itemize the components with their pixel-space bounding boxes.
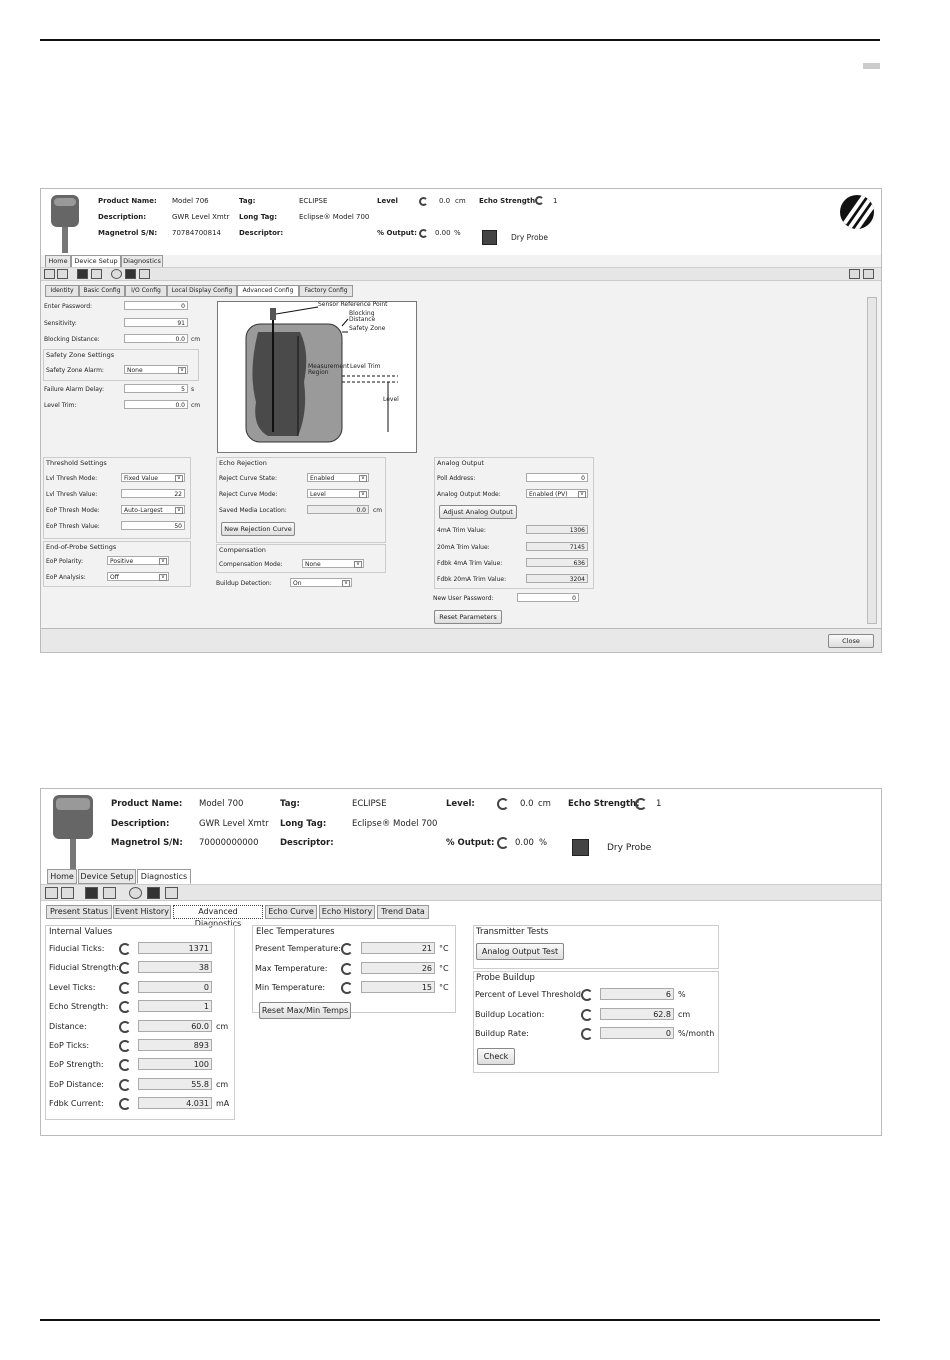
- tab-io-config[interactable]: I/O Config: [125, 285, 167, 297]
- wizard-icon[interactable]: [111, 269, 122, 279]
- row-label: Fdbk Current:: [49, 1099, 104, 1109]
- value-field: 893: [138, 1039, 212, 1051]
- value-field: 21: [361, 942, 435, 954]
- serial-value: 70784700814: [172, 229, 221, 237]
- tank-diagram-graphic: [218, 302, 416, 452]
- row-label: Echo Strength:: [49, 1002, 109, 1012]
- enter-password-label: Enter Password:: [44, 303, 93, 310]
- serial-label: Magnetrol S/N:: [98, 229, 158, 237]
- output-unit: %: [539, 838, 548, 848]
- row-label: Fiducial Strength:: [49, 963, 119, 973]
- row-label: Present Temperature:: [255, 944, 341, 953]
- eop-thresh-mode-select[interactable]: Auto-Largest v: [121, 505, 185, 514]
- tab-event-history[interactable]: Event History: [113, 905, 171, 919]
- transmitter-image: [51, 195, 79, 227]
- row-label: Distance:: [49, 1021, 87, 1031]
- trim-4ma-label: 4mA Trim Value:: [437, 527, 486, 534]
- eop-polarity-select[interactable]: Positive v: [107, 556, 169, 565]
- echo-strength-value: 1: [656, 799, 662, 809]
- eop-polarity-label: EoP Polarity:: [46, 558, 84, 565]
- value-field: 15: [361, 981, 435, 993]
- saved-media-location-label: Saved Media Location:: [219, 507, 287, 514]
- toolbar: [41, 884, 881, 901]
- unit-label: cm: [216, 1021, 229, 1031]
- tab-diagnostics[interactable]: Diagnostics: [121, 255, 163, 268]
- unit-label: cm: [191, 336, 201, 343]
- adjust-analog-output-button[interactable]: Adjust Analog Output: [439, 505, 517, 519]
- layout-icon[interactable]: [44, 269, 55, 279]
- layout-icon[interactable]: [61, 887, 74, 899]
- tab-echo-history[interactable]: Echo History: [319, 905, 375, 919]
- save-icon[interactable]: [77, 269, 88, 279]
- echo-strength-value: 1: [553, 197, 558, 205]
- save-icon[interactable]: [85, 887, 98, 899]
- vertical-scrollbar[interactable]: [867, 297, 877, 624]
- tab-device-setup[interactable]: Device Setup: [78, 869, 136, 884]
- check-button[interactable]: Check: [477, 1048, 515, 1065]
- status-text: Dry Probe: [607, 843, 652, 853]
- tab-home[interactable]: Home: [45, 255, 71, 268]
- poll-address-label: Poll Address:: [437, 475, 476, 482]
- row-label: Buildup Location:: [475, 1009, 545, 1019]
- group-title: Elec Temperatures: [256, 927, 335, 937]
- transmitter-image: [53, 795, 93, 839]
- value-field: 1371: [138, 942, 212, 954]
- safety-zone-diagram-label: Safety Zone: [349, 325, 386, 332]
- toolbar: [41, 267, 881, 281]
- value-field: 0: [600, 1027, 674, 1039]
- analog-output-mode-select[interactable]: Enabled (PV) v: [526, 489, 588, 498]
- refresh-icon[interactable]: [497, 837, 509, 849]
- echo-strength-label: Echo Strength:: [479, 197, 538, 205]
- product-name-label: Product Name:: [98, 197, 157, 205]
- refresh-icon[interactable]: [635, 798, 647, 810]
- blocking-distance-field[interactable]: 0.0: [124, 334, 188, 343]
- layout-icon[interactable]: [57, 269, 68, 279]
- refresh-icon[interactable]: [497, 798, 509, 810]
- new-user-password-field[interactable]: 0: [517, 593, 579, 602]
- output-label: % Output:: [377, 229, 417, 237]
- value-field: 38: [138, 961, 212, 973]
- level-label: Level: [377, 197, 398, 205]
- buildup-detection-select[interactable]: On v: [290, 578, 352, 587]
- level-unit: cm: [538, 799, 551, 809]
- row-label: Buildup Rate:: [475, 1029, 529, 1038]
- row-label: Max Temperature:: [255, 963, 328, 973]
- long-tag-label: Long Tag:: [280, 819, 327, 829]
- level-unit: cm: [455, 197, 466, 205]
- tab-home[interactable]: Home: [47, 869, 77, 884]
- tab-trend-data[interactable]: Trend Data: [377, 905, 429, 919]
- poll-address-field[interactable]: 0: [526, 473, 588, 482]
- unit-label: %: [678, 990, 686, 999]
- tag-label: Tag:: [239, 197, 256, 205]
- serial-value: 70000000000: [199, 838, 259, 848]
- tab-local-display-config[interactable]: Local Display Config: [167, 285, 237, 297]
- tab-echo-curve[interactable]: Echo Curve: [265, 905, 317, 919]
- measurement-region-label: Measurement Region: [308, 363, 350, 376]
- unit-label: °C: [439, 944, 449, 953]
- value-field: 6: [600, 988, 674, 1000]
- unit-label: cm: [191, 402, 201, 409]
- refresh-icon[interactable]: [119, 1040, 131, 1052]
- group-title: Transmitter Tests: [476, 927, 549, 937]
- lvl-thresh-mode-label: Lvl Thresh Mode:: [46, 475, 98, 482]
- row-label: EoP Strength:: [49, 1060, 104, 1070]
- description-label: Description:: [98, 213, 147, 221]
- fdbk-20ma-label: Fdbk 20mA Trim Value:: [437, 576, 507, 583]
- row-label: Level Ticks:: [49, 982, 96, 992]
- new-rejection-curve-button[interactable]: New Rejection Curve: [221, 522, 295, 536]
- tab-device-setup[interactable]: Device Setup: [71, 255, 121, 268]
- value-field: 1: [138, 1000, 212, 1012]
- row-label: EoP Distance:: [49, 1079, 104, 1089]
- magnetrol-logo: [840, 195, 874, 229]
- product-name-label: Product Name:: [111, 799, 183, 809]
- level-value: 0.0: [520, 799, 534, 809]
- close-button[interactable]: Close: [828, 634, 874, 648]
- tab-advanced-diagnostics[interactable]: Advanced Diagnostics: [173, 905, 263, 919]
- level-diagram-label: Level: [383, 396, 399, 403]
- screenshot-advanced-diagnostics: [40, 788, 882, 1136]
- print-icon[interactable]: [103, 887, 116, 899]
- value-field: 0: [138, 981, 212, 993]
- compensation-mode-select[interactable]: None v: [302, 559, 364, 568]
- wizard-icon[interactable]: [129, 887, 142, 899]
- description-value: GWR Level Xmtr: [172, 213, 230, 221]
- value-field: 4.031: [138, 1097, 212, 1109]
- reset-parameters-button[interactable]: Reset Parameters: [434, 610, 502, 624]
- group-title: Internal Values: [49, 927, 113, 937]
- blocking-distance-diagram-label: Blocking Distance: [349, 310, 376, 323]
- tab-basic-config[interactable]: Basic Config: [79, 285, 125, 297]
- safety-zone-alarm-select[interactable]: None v: [124, 365, 188, 374]
- group-title: Safety Zone Settings: [46, 351, 115, 359]
- layout-icon[interactable]: [45, 887, 58, 899]
- refresh-icon[interactable]: [119, 982, 131, 994]
- value-field: 26: [361, 962, 435, 974]
- enter-password-field[interactable]: 0: [124, 301, 188, 310]
- fdbk-20ma-field: 3204: [526, 574, 588, 583]
- tab-present-status[interactable]: Present Status: [46, 905, 112, 919]
- value-field: 60.0: [138, 1020, 212, 1032]
- status-indicator: [482, 230, 497, 245]
- help-icon[interactable]: [849, 269, 860, 279]
- sensitivity-field[interactable]: 91: [124, 318, 188, 327]
- failure-alarm-delay-field[interactable]: 5: [124, 384, 188, 393]
- tag-label: Tag:: [280, 799, 300, 809]
- unit-label: mA: [216, 1099, 230, 1109]
- long-tag-value: Eclipse® Model 700: [299, 213, 370, 221]
- chart-icon[interactable]: [139, 269, 150, 279]
- row-label: EoP Ticks:: [49, 1041, 90, 1050]
- group-title: Threshold Settings: [46, 459, 107, 467]
- row-label: Fiducial Ticks:: [49, 944, 105, 953]
- unit-label: °C: [439, 983, 449, 992]
- eop-analysis-select[interactable]: Off v: [107, 572, 169, 581]
- refresh-icon[interactable]: [535, 196, 544, 205]
- group-title: Analog Output: [437, 459, 485, 467]
- reset-max-min-temps-button[interactable]: Reset Max/Min Temps: [259, 1002, 351, 1019]
- export-icon[interactable]: [863, 269, 874, 279]
- compensation-mode-label: Compensation Mode:: [219, 561, 283, 568]
- echo-strength-label: Echo Strength:: [568, 799, 640, 809]
- reject-curve-state-label: Reject Curve State:: [219, 475, 278, 482]
- status-indicator: [572, 839, 589, 856]
- level-trim-diagram-label: Level Trim: [350, 363, 381, 370]
- device-header: [41, 189, 881, 255]
- fdbk-4ma-field: 636: [526, 558, 588, 567]
- trim-20ma-label: 20mA Trim Value:: [437, 544, 490, 551]
- tab-diagnostics[interactable]: Diagnostics: [137, 869, 191, 884]
- tank-diagram: [217, 301, 417, 453]
- eop-analysis-label: EoP Analysis:: [46, 574, 86, 581]
- eop-thresh-value-label: EoP Thresh Value:: [46, 523, 100, 530]
- long-tag-label: Long Tag:: [239, 213, 278, 221]
- refresh-icon[interactable]: [581, 1028, 593, 1040]
- bottom-rule: [40, 1319, 880, 1321]
- eop-thresh-mode-label: EoP Thresh Mode:: [46, 507, 100, 514]
- buildup-detection-label: Buildup Detection:: [216, 580, 272, 587]
- group-title: Echo Rejection: [219, 459, 267, 467]
- tab-factory-config[interactable]: Factory Config: [299, 285, 353, 297]
- product-name-value: Model 700: [199, 799, 244, 809]
- value-field: 62.8: [600, 1008, 674, 1020]
- description-value: GWR Level Xmtr: [199, 819, 269, 829]
- trim-20ma-field: 7145: [526, 542, 588, 551]
- refresh-icon[interactable]: [581, 1009, 593, 1021]
- descriptor-label: Descriptor:: [280, 838, 334, 848]
- tag-value: ECLIPSE: [352, 799, 387, 809]
- serial-label: Magnetrol S/N:: [111, 838, 183, 848]
- reject-curve-state-select[interactable]: Enabled v: [307, 473, 369, 482]
- reject-curve-mode-select[interactable]: Level v: [307, 489, 369, 498]
- refresh-icon[interactable]: [119, 1079, 131, 1091]
- refresh-icon[interactable]: [341, 982, 353, 994]
- footer-bar: [41, 628, 881, 653]
- fdbk-4ma-label: Fdbk 4mA Trim Value:: [437, 560, 503, 567]
- tag-value: ECLIPSE: [299, 197, 328, 205]
- level-label: Level:: [446, 799, 475, 809]
- unit-label: s: [191, 386, 195, 393]
- sensor-reference-label: Sensor Reference Point: [318, 301, 388, 308]
- unit-label: %/month: [678, 1029, 715, 1038]
- sensitivity-label: Sensitivity:: [44, 320, 77, 327]
- trim-4ma-field: 1306: [526, 525, 588, 534]
- lvl-thresh-value-field[interactable]: 22: [121, 489, 185, 498]
- monitor-icon[interactable]: [125, 269, 136, 279]
- screenshot-advanced-config: [40, 188, 882, 653]
- print-icon[interactable]: [91, 269, 102, 279]
- chart-icon[interactable]: [165, 887, 178, 899]
- reject-curve-mode-label: Reject Curve Mode:: [219, 491, 278, 498]
- description-label: Description:: [111, 819, 170, 829]
- level-value: 0.0: [439, 197, 451, 205]
- group-title: End-of-Probe Settings: [46, 543, 117, 551]
- unit-label: cm: [216, 1079, 229, 1089]
- failure-alarm-delay-label: Failure Alarm Delay:: [44, 386, 104, 393]
- page-tab-marker: [863, 63, 880, 69]
- eop-thresh-value-field[interactable]: 50: [121, 521, 185, 530]
- output-label: % Output:: [446, 838, 495, 848]
- descriptor-label: Descriptor:: [239, 229, 284, 237]
- row-label: Min Temperature:: [255, 983, 326, 992]
- top-rule: [40, 39, 880, 41]
- output-value: 0.00: [435, 229, 451, 237]
- output-value: 0.00: [515, 838, 534, 848]
- unit-label: °C: [439, 963, 449, 973]
- refresh-icon[interactable]: [419, 229, 428, 238]
- group-title: Probe Buildup: [476, 973, 535, 983]
- group-title: Compensation: [219, 546, 266, 554]
- unit-label: cm: [678, 1009, 691, 1019]
- output-unit: %: [454, 229, 461, 237]
- safety-zone-alarm-label: Safety Zone Alarm:: [46, 367, 104, 374]
- value-field: 55.8: [138, 1078, 212, 1090]
- refresh-icon[interactable]: [341, 963, 353, 975]
- lvl-thresh-value-label: Lvl Thresh Value:: [46, 491, 98, 498]
- monitor-icon[interactable]: [147, 887, 160, 899]
- product-name-value: Model 706: [172, 197, 209, 205]
- analog-output-mode-label: Analog Output Mode:: [437, 491, 501, 498]
- tab-advanced-config[interactable]: Advanced Config: [237, 285, 299, 297]
- refresh-icon[interactable]: [419, 197, 428, 206]
- blocking-distance-label: Blocking Distance:: [44, 336, 100, 343]
- lvl-thresh-mode-select[interactable]: Fixed Value v: [121, 473, 185, 482]
- refresh-icon[interactable]: [341, 943, 353, 955]
- long-tag-value: Eclipse® Model 700: [352, 819, 438, 829]
- analog-output-test-button[interactable]: Analog Output Test: [476, 943, 564, 960]
- tab-identity[interactable]: Identity: [45, 285, 79, 297]
- status-text: Dry Probe: [511, 233, 548, 242]
- refresh-icon[interactable]: [119, 1021, 131, 1033]
- device-header: [41, 789, 881, 871]
- value-field: 100: [138, 1058, 212, 1070]
- refresh-icon[interactable]: [581, 989, 593, 1001]
- saved-media-location-field: 0.0: [307, 505, 369, 514]
- unit-label: cm: [373, 507, 383, 514]
- level-trim-label: Level Trim:: [44, 402, 77, 409]
- new-user-password-label: New User Password:: [433, 595, 494, 602]
- row-label: Percent of Level Threshold:: [475, 990, 584, 999]
- level-trim-field[interactable]: 0.0: [124, 400, 188, 409]
- refresh-icon[interactable]: [119, 943, 131, 955]
